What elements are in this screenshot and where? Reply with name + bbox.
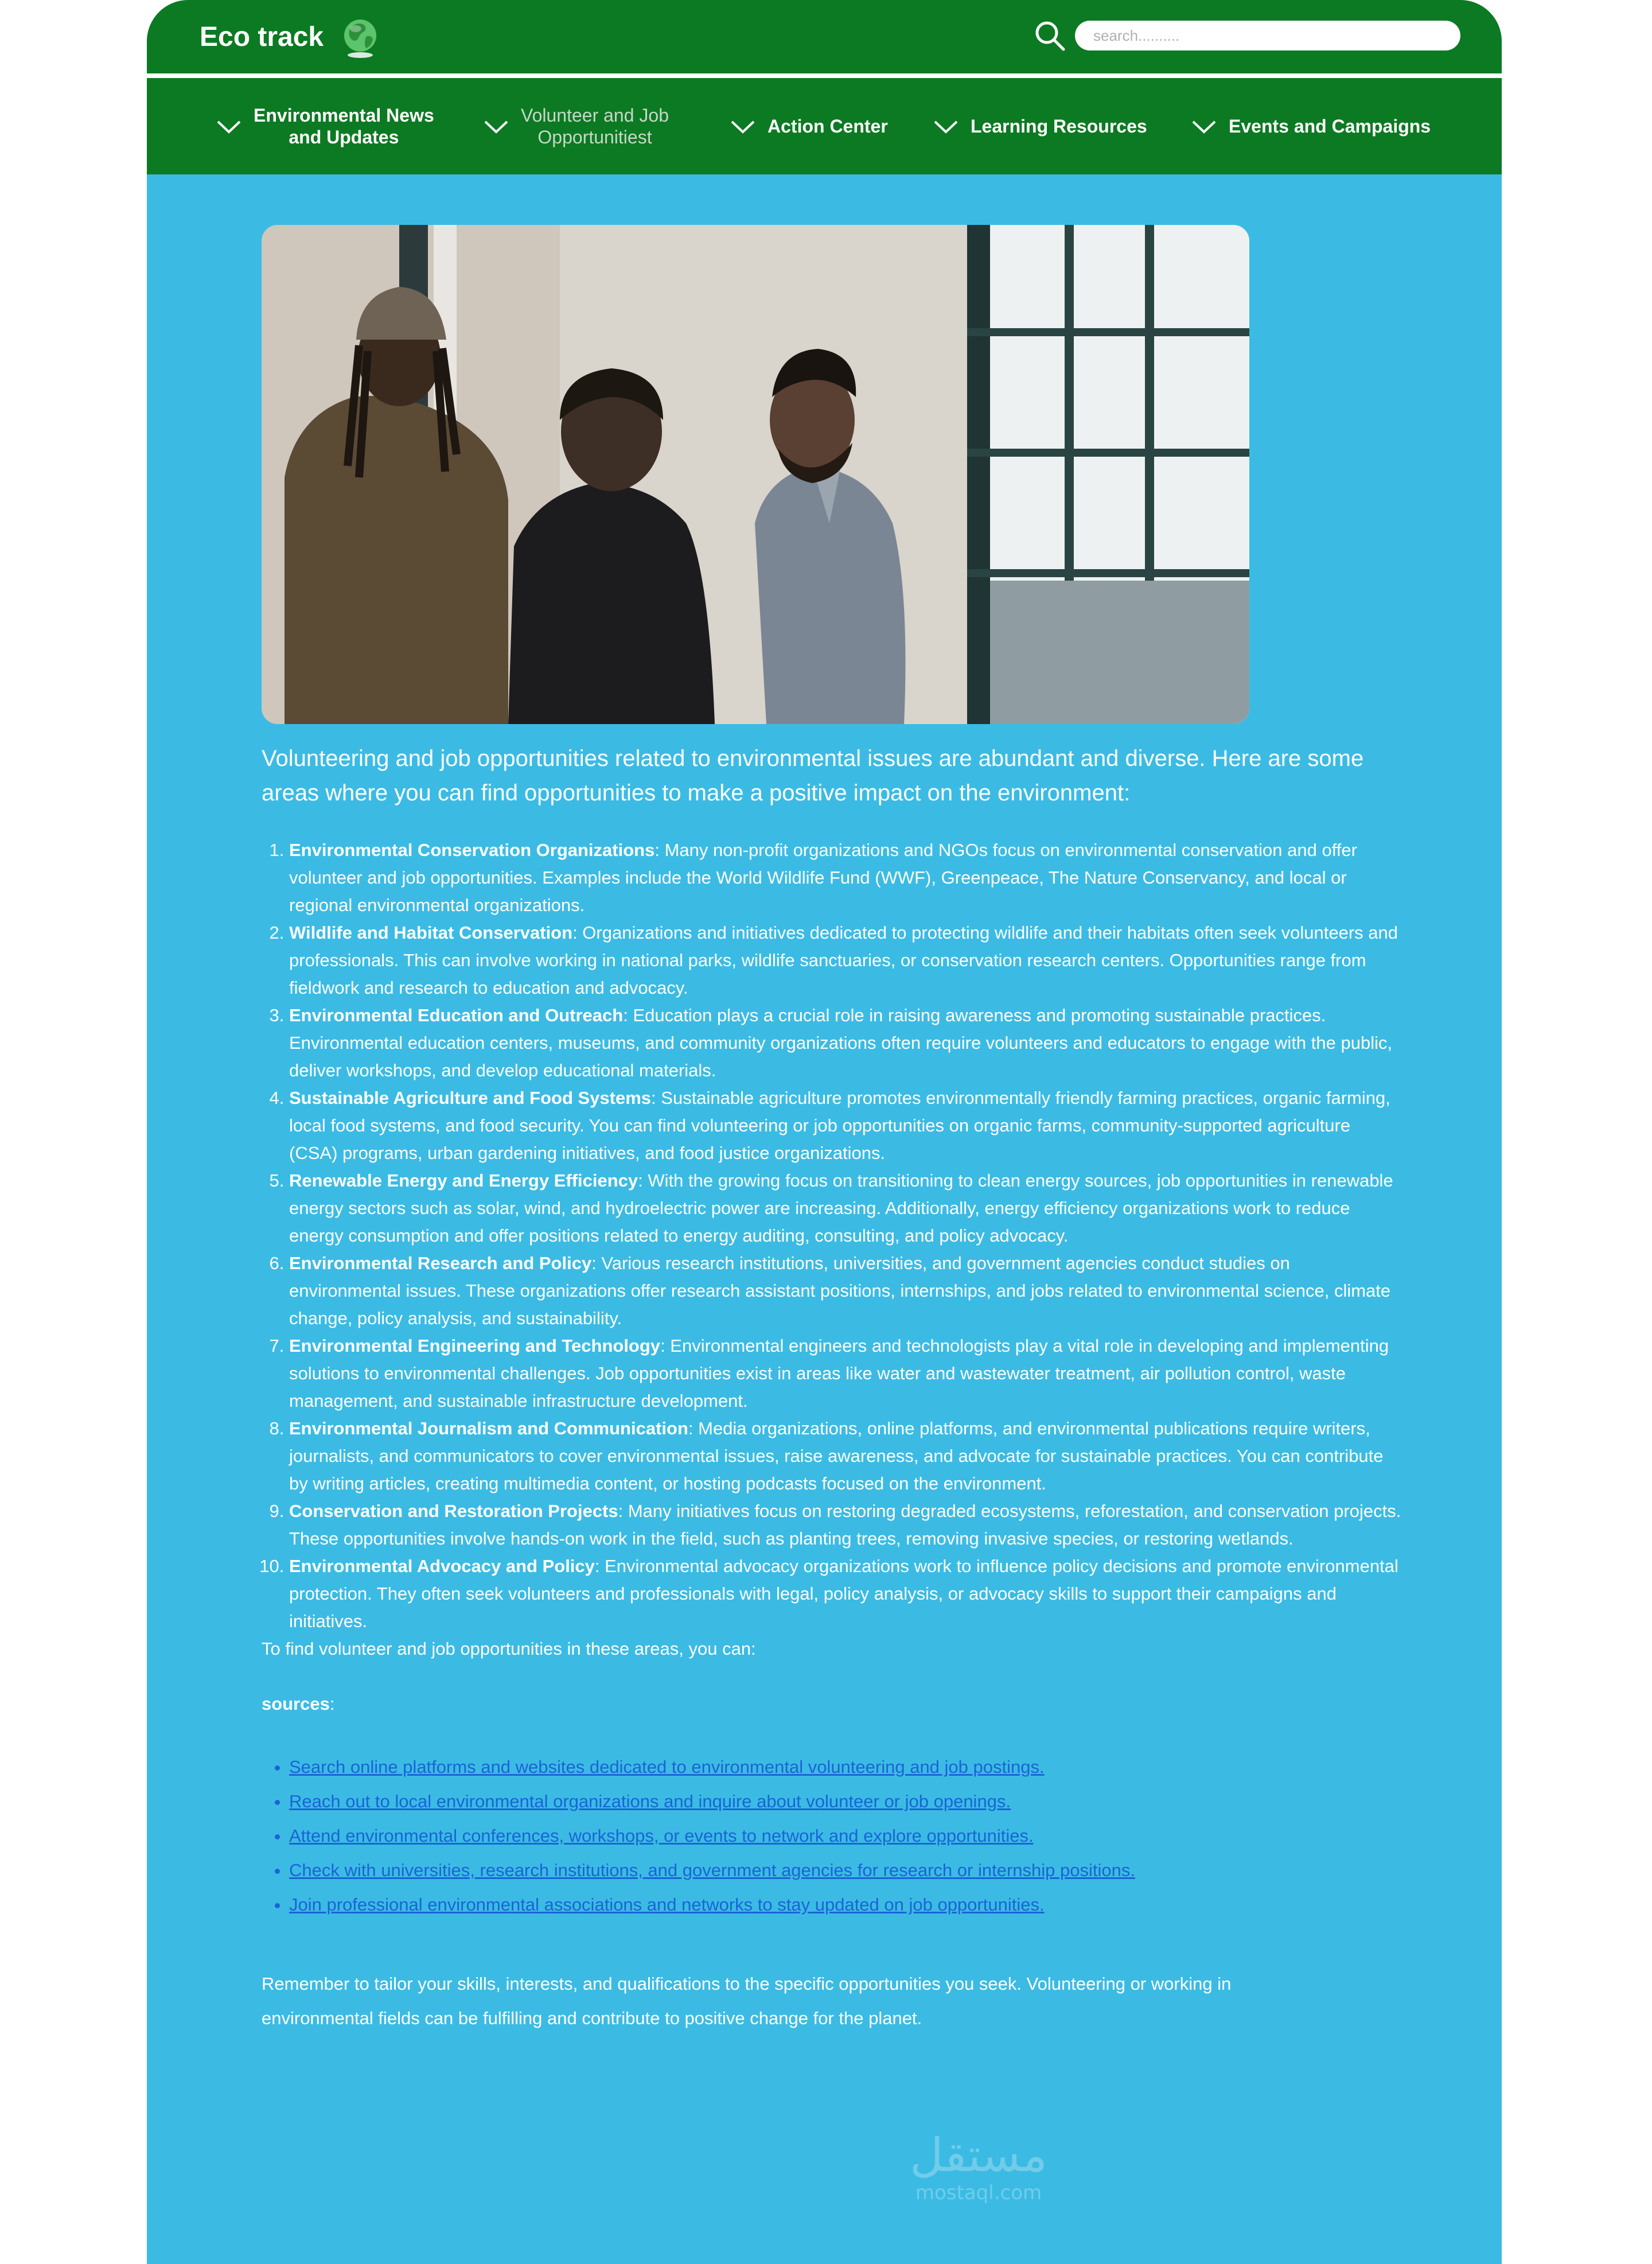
brand-logo[interactable] [200, 18, 383, 55]
sources-heading [262, 1690, 1403, 1718]
sources-colon: : [329, 1694, 335, 1714]
brand-name: Eco track [200, 21, 324, 52]
source-link[interactable]: Search online platforms and websites dedicated to environmental volunteering and job postings. [289, 1757, 1045, 1777]
watermark-arabic: مستقل [910, 2129, 1047, 2182]
chevron-down-icon [933, 118, 959, 134]
source-link[interactable]: Attend environmental conferences, workshops, or events to network and explore opportunities. [289, 1826, 1034, 1846]
nav-action-center[interactable] [730, 78, 888, 174]
nav-label-line: and Updates [289, 127, 399, 147]
nav-label: Action Center [767, 116, 888, 137]
hero-photo [262, 225, 1249, 724]
nav-label [254, 104, 434, 148]
item-title: Conservation and Restoration Projects [289, 1501, 618, 1521]
nav-events-campaigns[interactable] [1191, 78, 1431, 174]
list-item [289, 1497, 1403, 1553]
nav-learning-resources[interactable] [933, 78, 1147, 174]
item-title: Environmental Advocacy and Policy [289, 1556, 595, 1576]
chevron-down-icon [216, 118, 242, 134]
closing-paragraph: Remember to tailor your skills, interests, and qualifications to the specific opportunities you seek. Volunteering or working in environmental fields can be fulfilling and contribute to positive change for the planet. [262, 1974, 1232, 2028]
chevron-down-icon [730, 118, 756, 134]
source-item [289, 1888, 1403, 1922]
list-item [289, 837, 1403, 919]
globe-logo-icon [337, 14, 383, 60]
nav-label: Events and Campaigns [1229, 116, 1431, 137]
page-frame [147, 0, 1502, 2264]
search-input[interactable] [1075, 21, 1460, 50]
item-text: : Education plays a crucial role in raising awareness and promoting sustainable practices. Environmental education centers, museums, and community organizations often require volunteers and educators to engage with the public, deliver workshops, and develop educational materials. [289, 1005, 1393, 1080]
search-icon[interactable] [1032, 18, 1067, 53]
top-header [147, 0, 1502, 73]
item-text: : Environmental engineers and technologists play a vital role in developing and implementing solutions to environmental challenges. Job opportunities exist in areas like water and wastewater treatment, air pollution control, waste management, and sustainable infrastructure development. [289, 1336, 1389, 1411]
main-content [262, 741, 1403, 2036]
item-title: Sustainable Agriculture and Food Systems [289, 1088, 652, 1108]
item-title: Environmental Engineering and Technology [289, 1336, 661, 1356]
item-text: : Various research institutions, universities, and government agencies conduct studies on environmental issues. These organizations offer research assistant positions, internships, and jobs related to environmental science, climate change, policy analysis, and sustainability. [289, 1253, 1391, 1328]
watermark-latin: mostaql.com [915, 2181, 1042, 2204]
item-text: : Environmental advocacy organizations work to influence policy decisions and promote environmental protection. They often seek volunteers and professionals with legal, policy analysis, or advocacy skills to support their campaigns and initiatives. [289, 1556, 1398, 1631]
source-item [289, 1784, 1403, 1819]
chevron-down-icon [1191, 118, 1217, 134]
nav-environmental-news[interactable] [216, 78, 434, 174]
item-title: Renewable Energy and Energy Efficiency [289, 1170, 638, 1191]
list-item [289, 1002, 1403, 1084]
intro-paragraph: Volunteering and job opportunities related to environmental issues are abundant and diverse. Here are some areas where you can find opportunities to make a positive impact on the environment: [262, 746, 1364, 806]
source-item [289, 1819, 1403, 1853]
item-title: Wildlife and Habitat Conservation [289, 923, 573, 943]
item-title: Environmental Education and Outreach [289, 1005, 624, 1025]
source-link[interactable]: Reach out to local environmental organizations and inquire about volunteer or job openings. [289, 1791, 1011, 1811]
sources-list [262, 1750, 1403, 1922]
source-item [289, 1853, 1403, 1888]
list-item [289, 1332, 1403, 1415]
item-title: Environmental Research and Policy [289, 1253, 592, 1273]
item-text: : Many non-profit organizations and NGOs focus on environmental conservation and offer volunteer and job opportunities. Examples include the World Wildlife Fund (WWF), Greenpeace, The Nature Conservancy, and local or regional environmental organizations. [289, 840, 1357, 915]
list-item [289, 1167, 1403, 1250]
item-title: Environmental Journalism and Communication [289, 1418, 688, 1438]
opportunity-list [262, 837, 1403, 1635]
list-item [289, 919, 1403, 1002]
nav-volunteer-jobs[interactable] [483, 78, 669, 174]
nav-label [521, 104, 669, 148]
nav-label: Learning Resources [971, 116, 1147, 137]
source-link[interactable]: Join professional environmental associations and networks to stay updated on job opportunities. [289, 1895, 1045, 1915]
sources-label: sources [262, 1694, 330, 1714]
source-item [289, 1750, 1403, 1784]
chevron-down-icon [483, 118, 509, 134]
header-divider [147, 73, 1502, 78]
list-item [289, 1250, 1403, 1332]
list-item [289, 1084, 1403, 1167]
item-text: : Organizations and initiatives dedicated to protecting wildlife and their habitats often seek volunteers and professionals. This can involve working in national parks, wildlife sanctuaries, or conservation research centers. Opportunities range from fieldwork and research to education and advocacy. [289, 923, 1398, 998]
item-text: : Sustainable agriculture promotes environmentally friendly farming practices, organic farming, local food systems, and food security. You can find volunteering or job opportunities on organic farms, community-supported agriculture (CSA) programs, urban gardening initiatives, and food justice organizations. [289, 1088, 1390, 1163]
nav-label-line: Opportunitiest [537, 127, 652, 147]
item-text: : Many initiatives focus on restoring degraded ecosystems, reforestation, and conservation projects. These opportunities involve hands-on work in the field, such as planting trees, removing invasive species, or restoring wetlands. [289, 1501, 1401, 1549]
item-text: : Media organizations, online platforms, and environmental publications require writers, journalists, and communicators to cover environmental issues, raise awareness, and advocate for sustainable practices. You can contribute by writing articles, creating multimedia content, or hosting podcasts focused on the environment. [289, 1418, 1384, 1493]
list-item [289, 1553, 1403, 1635]
source-link[interactable]: Check with universities, research institutions, and government agencies for research or internship positions. [289, 1860, 1135, 1880]
list-item [289, 1415, 1403, 1497]
nav-label-line: Volunteer and Job [521, 105, 669, 126]
tail-text: To find volunteer and job opportunities in these areas, you can: [262, 1639, 756, 1659]
watermark [875, 2130, 1082, 2210]
nav-label-line: Environmental News [254, 105, 434, 126]
item-title: Environmental Conservation Organizations [289, 840, 655, 860]
main-nav [147, 78, 1502, 174]
item-text: : With the growing focus on transitioning to clean energy sources, job opportunities in renewable energy sectors such as solar, wind, and hydroelectric power are increasing. Additionally, energy efficiency organizations work to reduce energy consumption and offer positions related to energy auditing, consulting, and policy advocacy. [289, 1170, 1393, 1246]
